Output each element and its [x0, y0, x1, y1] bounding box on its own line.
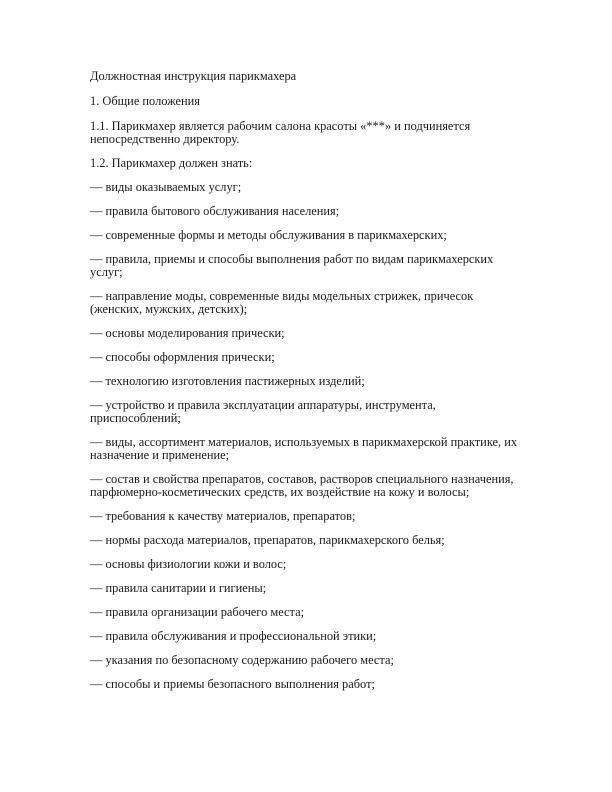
document-title: Должностная инструкция парикмахера — [90, 69, 297, 83]
list-item: — нормы расхода материалов, препаратов, парикмахерского белья; — [90, 533, 445, 547]
list-item: — способы и приемы безопасного выполнения работ; — [90, 677, 375, 691]
paragraph-1-2: 1.2. Парикмахер должен знать: — [90, 156, 253, 170]
list-item: — виды, ассортимент материалов, используемых в парикмахерской практике, их назначение и применение; — [90, 435, 518, 462]
list-item: — технологию изготовления пастижерных изделий; — [90, 374, 365, 388]
list-item: — правила санитарии и гигиены; — [90, 581, 267, 595]
list-item: — устройство и правила эксплуатации аппаратуры, инструмента, приспособлений; — [90, 398, 436, 425]
list-item: — основы моделирования прически; — [90, 326, 285, 340]
list-item: — указания по безопасному содержанию рабочего места; — [90, 653, 394, 667]
list-item: — виды оказываемых услуг; — [90, 180, 242, 194]
list-item: — правила бытового обслуживания населения; — [90, 204, 340, 218]
list-item: — правила организации рабочего места; — [90, 605, 305, 619]
section-heading: 1. Общие положения — [90, 94, 201, 108]
list-item: — требования к качеству материалов, препаратов; — [90, 509, 356, 523]
list-item: — состав и свойства препаратов, составов, растворов специального назначения, парфюмерно-косметических средств, их воздействие на кожу и волосы; — [90, 472, 514, 499]
list-item: — основы физиологии кожи и волос; — [90, 557, 287, 571]
list-item: — правила, приемы и способы выполнения работ по видам парикмахерских услуг; — [90, 252, 494, 279]
list-item: — правила обслуживания и профессиональной этики; — [90, 629, 377, 643]
list-item: — способы оформления прически; — [90, 350, 275, 364]
list-item: — направление моды, современные виды модельных стрижек, причесок (женских, мужских, детских); — [90, 289, 474, 316]
list-item: — современные формы и методы обслуживания в парикмахерских; — [90, 228, 447, 242]
paragraph-1-1: 1.1. Парикмахер является рабочим салона красоты «***» и подчиняется непосредственно директору. — [90, 119, 471, 146]
